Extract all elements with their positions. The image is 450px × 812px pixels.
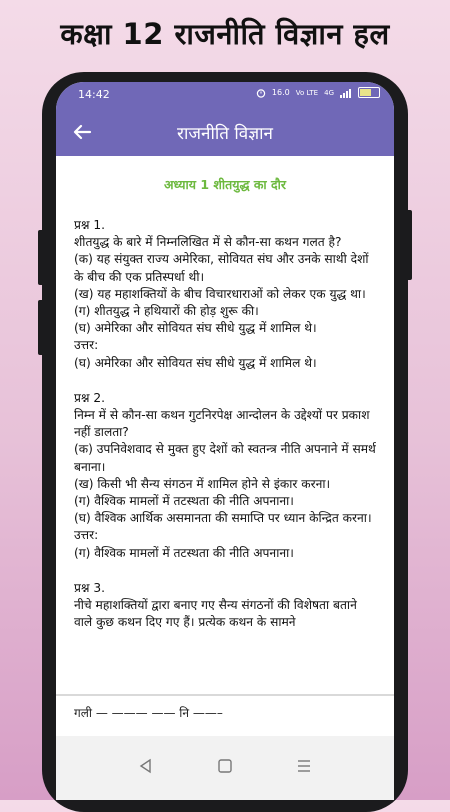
phone-screen — [56, 82, 394, 800]
back-triangle-icon[interactable] — [136, 756, 156, 776]
menu-lines-icon[interactable] — [294, 756, 314, 776]
app-bar — [56, 108, 394, 156]
status-icons — [256, 87, 380, 98]
app-title: राजनीति विज्ञान — [177, 124, 273, 144]
answer-text: (घ) अमेरिका और सोवियत संघ सीधे युद्ध में शामिल थे। — [74, 355, 317, 370]
answer-text: (ग) वैश्विक मामलों में तटस्थता की नीति अपनाना। — [74, 545, 294, 560]
option: (घ) वैश्विक आर्थिक असमानता की समाप्ति पर ध्यान केन्द्रित करना। — [74, 511, 372, 526]
banner-title: कक्षा 12 राजनीति विज्ञान हल — [60, 17, 390, 51]
status-time: 14:42 — [78, 88, 110, 101]
question-text: निम्न में से कौन-सा कथन गुटनिरपेक्ष आन्दोलन के उद्देश्यों पर प्रकाश नहीं डालता? — [74, 408, 370, 440]
chapter-heading: अध्याय 1 शीतयुद्ध का दौर — [163, 177, 287, 192]
question-1 — [56, 217, 394, 372]
question-3 — [56, 580, 394, 632]
option: (क) यह संयुक्त राज्य अमेरिका, सोवियत संघ और उनके साथी देशों के बीच की एक प्रतिस्पर्धा थी। — [74, 252, 369, 284]
alarm-icon — [256, 88, 266, 98]
question-text: शीतयुद्ध के बारे में निम्नलिखित में से कौन-सा कथन गलत है? — [74, 235, 342, 250]
option: (ग) वैश्विक मामलों में तटस्थता की नीति अपनाना। — [74, 494, 294, 509]
option: (घ) अमेरिका और सोवियत संघ सीधे युद्ध में शामिल थे। — [74, 321, 317, 336]
option: (ख) किसी भी सैन्य संगठन में शामिल होने से इंकार करना। — [74, 476, 331, 491]
option: (क) उपनिवेशवाद से मुक्त हुए देशों को स्वतन्त्र नीति अपनाने में समर्थ बनाना। — [74, 442, 376, 474]
option: (ख) यह महाशक्तियों के बीच विचारधाराओं को लेकर एक युद्ध था। — [74, 286, 366, 301]
signal-text: 4G — [324, 88, 334, 97]
volte-text: Vo LTE — [295, 88, 319, 97]
option: (ग) शीतयुद्ध ने हथियारों की होड़ शुरू की। — [74, 304, 259, 319]
answer-label: उत्तर: — [74, 338, 99, 353]
home-square-icon[interactable] — [215, 756, 235, 776]
signal-bars-icon — [340, 88, 352, 98]
question-label: प्रश्न 1. — [74, 218, 106, 232]
content-scroll[interactable] — [56, 156, 394, 692]
question-label: प्रश्न 2. — [74, 390, 106, 405]
question-text: नीचे महाशक्तियों द्वारा बनाए गए सैन्य संगठनों की विशेषता बताने वाले कुछ कथन दिए गए हैं। प्रत्येक कथन के सामने — [74, 598, 357, 630]
status-bar — [56, 82, 394, 108]
question-label: प्रश्न 3. — [74, 580, 106, 595]
nav-bar — [56, 736, 394, 800]
partial-text: गली — ——— —— नि ——– — [56, 696, 394, 736]
battery-icon — [358, 87, 380, 98]
data-speed-text: 16.0 — [271, 88, 290, 97]
answer-label: उत्तर: — [74, 528, 99, 543]
question-2 — [56, 390, 394, 562]
